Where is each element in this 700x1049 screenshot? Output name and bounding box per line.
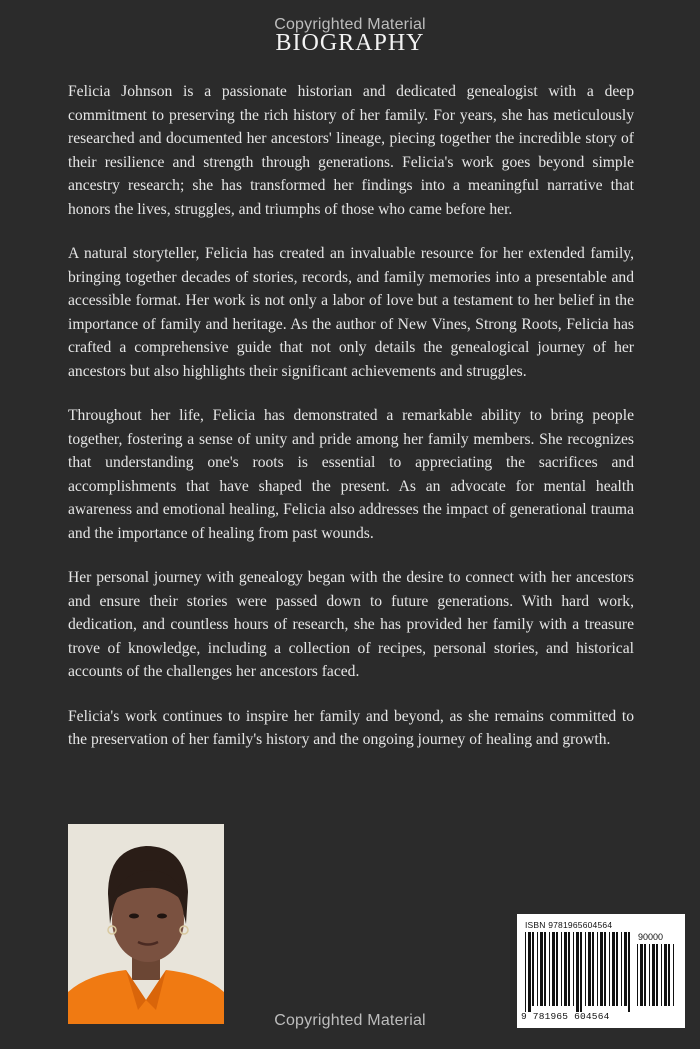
barcode-digits: 9 781965 604564 bbox=[521, 1011, 610, 1022]
watermark-bottom: Copyrighted Material bbox=[274, 1012, 426, 1029]
bio-paragraph-2: A natural storyteller, Felicia has created an invaluable resource for her extended family, bringing together decades of stories, records, and family memories into a presentable and accessible format. Her work is not only a labor of love but a testament to her belief in the importance of family and heritage. As the author of New Vines, Strong Roots, Felicia has crafted a comprehensive guide that not only details the genealogical journey of her ancestors but also highlights their significant achievements and struggles. bbox=[68, 245, 634, 380]
bio-paragraph-3: Throughout her life, Felicia has demonstrated a remarkable ability to bring people together, fostering a sense of unity and pride among her family members. She recognizes that understanding one's roots is essential to appreciating the sacrifices and accomplishments that have shaped the present. As an advocate for mental health awareness and emotional healing, Felicia also addresses the impact of generational trauma and the importance of healing from past wounds. bbox=[68, 407, 634, 542]
bio-paragraph-1: Felicia Johnson is a passionate historian and dedicated genealogist with a deep commitment to preserving the rich history of her family. For years, she has meticulously researched and documented her ancestors' lineage, piecing together the incredible story of their resilience and strength through generations. Felicia's work goes beyond simple ancestry research; she has transformed her findings into a meaningful narrative that honors the lives, struggles, and triumphs of those who came before her. bbox=[68, 83, 634, 218]
barcode-bars-addon bbox=[637, 944, 679, 1006]
author-portrait-illustration bbox=[68, 824, 224, 1024]
page-title: BIOGRAPHY bbox=[275, 30, 425, 56]
barcode-bars-main bbox=[525, 932, 633, 1012]
biography-body bbox=[68, 80, 634, 773]
bio-paragraph-4: Her personal journey with genealogy began with the desire to connect with her ancestors and ensure their stories were passed down to future generations. With hard work, dedication, and countless hours of research, she has provided her family with a treasure trove of knowledge, including a collection of recipes, personal stories, and historical accounts of the challenges her ancestors faced. bbox=[68, 569, 634, 680]
author-photo bbox=[68, 824, 224, 1024]
watermark-top: Copyrighted Material bbox=[274, 16, 426, 33]
price-code: 90000 bbox=[638, 932, 664, 942]
isbn-barcode bbox=[517, 914, 685, 1028]
bio-paragraph-5: Felicia's work continues to inspire her family and beyond, as she remains committed to the preservation of her family's history and the ongoing journey of healing and growth. bbox=[68, 707, 634, 748]
isbn-label: ISBN 9781965604564 bbox=[525, 920, 613, 930]
